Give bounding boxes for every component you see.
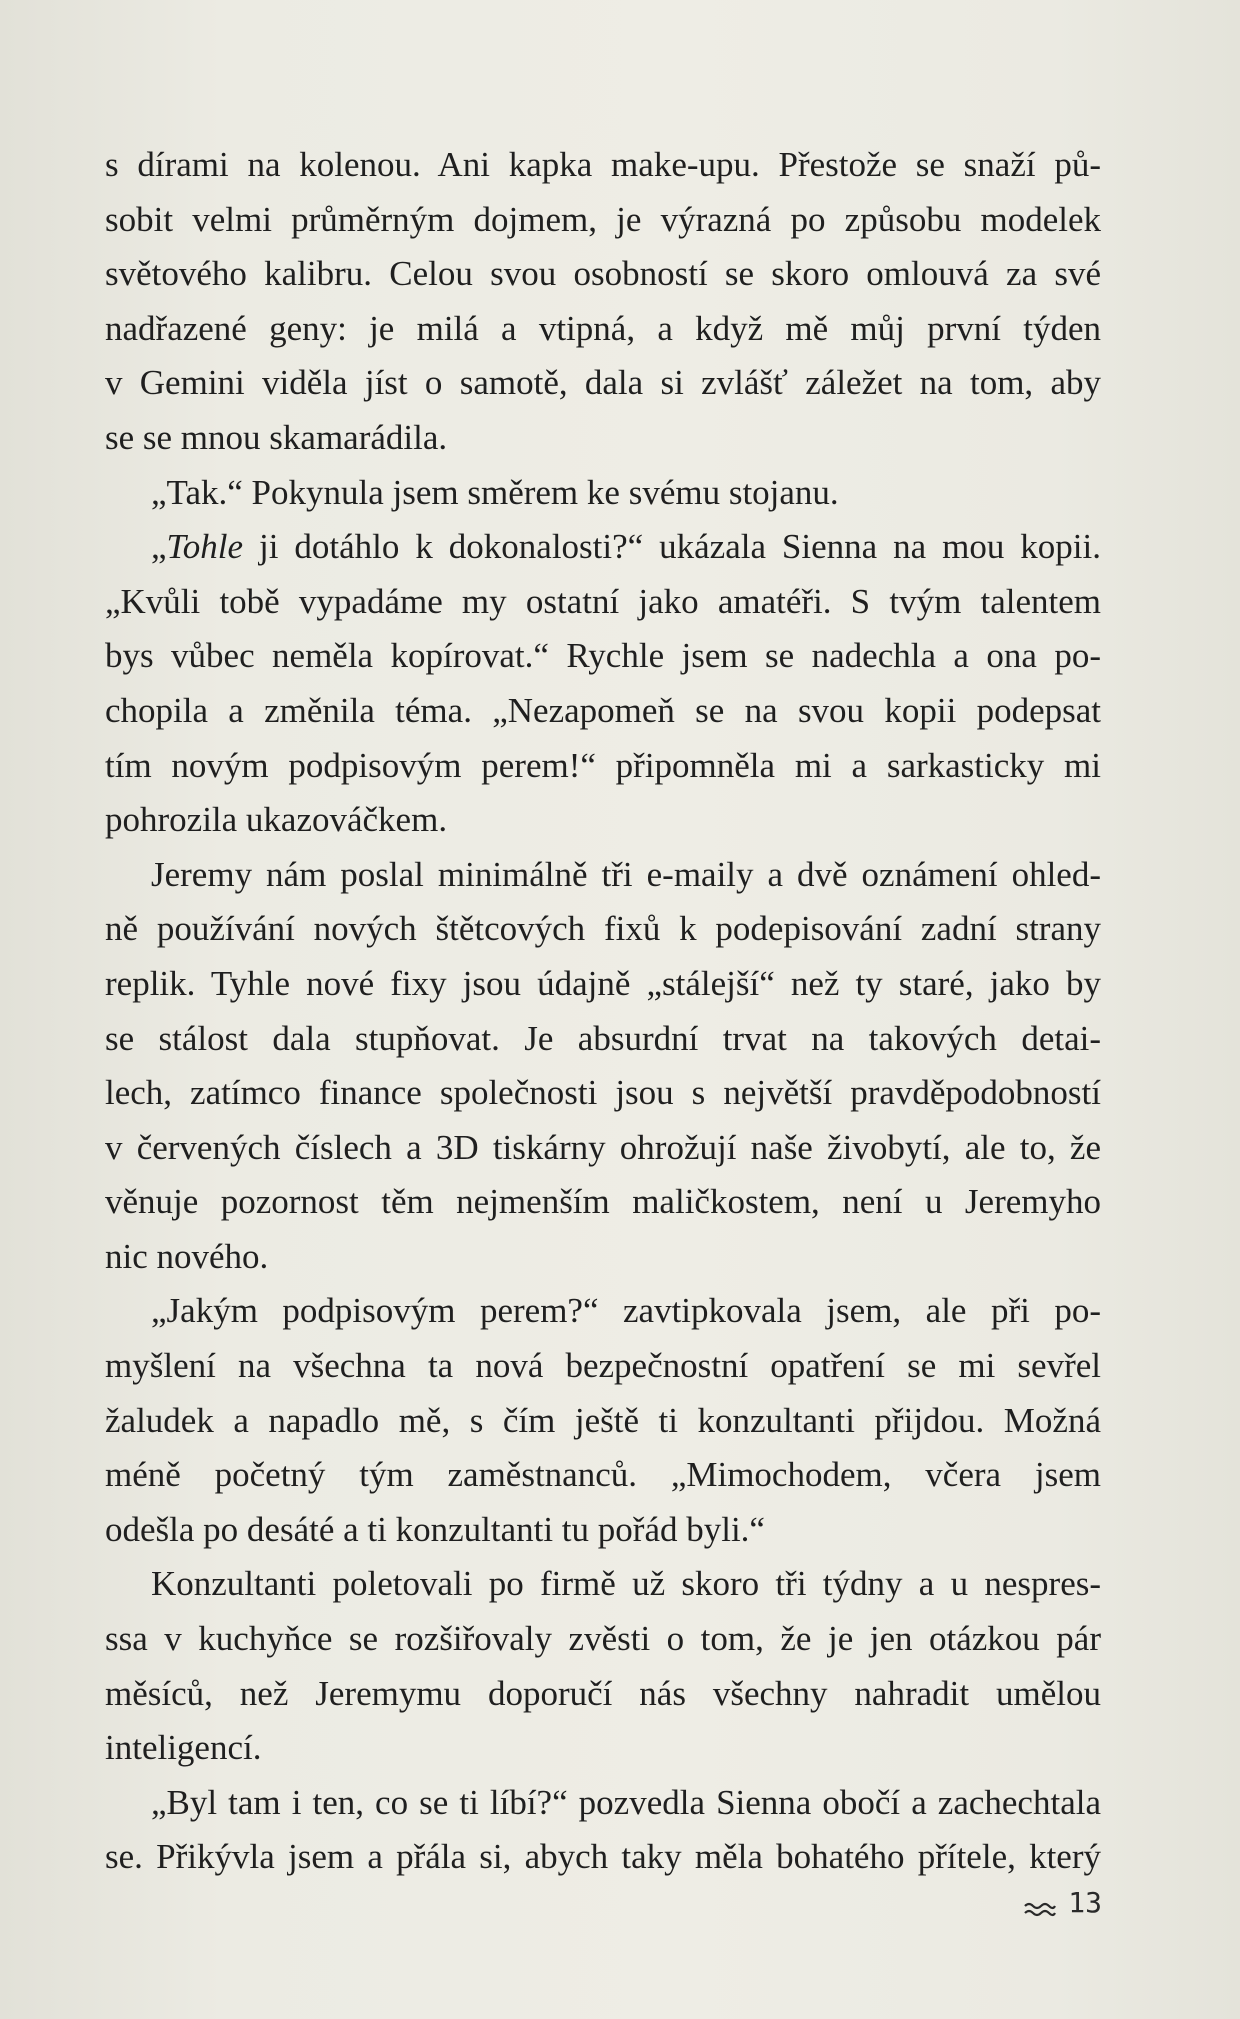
paragraph <box>105 1284 1101 1557</box>
page-number: 13 <box>1068 1886 1102 1919</box>
text-line: s dírami na kolenou. Ani kapka make-upu. Přestože se snaží pů- <box>105 145 1101 184</box>
text-line: „Byl tam i ten, co se ti líbí?“ pozvedla Sienna obočí a zachechtala <box>151 1782 1101 1822</box>
paragraph <box>105 520 1101 848</box>
text-line: bys vůbec neměla kopírovat.“ Rychle jsem se nadechla a ona po- <box>105 636 1101 676</box>
text-line: „Jakým podpisovým perem?“ zavtipkovala jsem, ale při po- <box>151 1291 1101 1331</box>
waves-icon <box>1024 1893 1056 1913</box>
text-line: méně početný tým zaměstnanců. „Mimochodem, včera jsem <box>105 1455 1101 1495</box>
text-line: sobit velmi průměrným dojmem, je výrazná po způsobu modelek <box>105 199 1101 239</box>
text-line: myšlení na všechna ta nová bezpečnostní opatření se mi sevřel <box>105 1346 1101 1386</box>
text-line: Jeremy nám poslal minimálně tři e-maily a dvě oznámení ohled- <box>151 854 1101 894</box>
paragraph <box>105 1776 1101 1885</box>
text-line: pohrozila ukazováčkem. <box>105 800 448 840</box>
text-line: žaludek a napadlo mě, s čím ještě ti konzultanti přijdou. Možná <box>105 1400 1101 1440</box>
text-line: věnuje pozornost těm nejmenším maličkostem, není u Jeremyho <box>105 1182 1101 1222</box>
text-line: se stálost dala stupňovat. Je absurdní trvat na takových detai- <box>105 1018 1101 1058</box>
paragraph <box>105 138 1101 466</box>
text-line: chopila a změnila téma. „Nezapomeň se na svou kopii podepsat <box>105 690 1101 730</box>
text-line: „Tak.“ Pokynula jsem směrem ke svému stojanu. <box>151 472 839 512</box>
text-line: světového kalibru. Celou svou osobností se skoro omlouvá za své <box>105 254 1101 294</box>
text-line: odešla po desáté a ti konzultanti tu pořád byli.“ <box>105 1509 765 1549</box>
text-line: v červených číslech a 3D tiskárny ohrožují naše živobytí, ale to, že <box>105 1127 1101 1167</box>
text-line: nadřazené geny: je milá a vtipná, a když mě můj první týden <box>105 308 1101 348</box>
text-line: měsíců, než Jeremymu doporučí nás všechny nahradit umělou <box>105 1673 1101 1713</box>
paragraph <box>105 466 1101 521</box>
text-line: „Kvůli tobě vypadáme my ostatní jako amatéři. S tvým talentem <box>105 581 1101 621</box>
text-line: ně používání nových štětcových fixů k podepisování zadní strany <box>105 909 1101 949</box>
text-line: „Tohle ji dotáhlo k dokonalosti?“ ukázala Sienna na mou kopii. <box>151 527 1101 567</box>
paragraph <box>105 1557 1101 1775</box>
text-line: inteligencí. <box>105 1728 262 1768</box>
text-line: se se mnou skamarádila. <box>105 417 448 457</box>
paragraph <box>105 848 1101 1285</box>
body-text <box>105 138 1101 1885</box>
text-line: v Gemini viděla jíst o samotě, dala si zvlášť záležet na tom, aby <box>105 363 1101 403</box>
text-line: replik. Tyhle nové fixy jsou údajně „stálejší“ než ty staré, jako by <box>105 963 1101 1003</box>
emphasized-word: Tohle <box>166 527 244 567</box>
text-line: ssa v kuchyňce se rozšiřovaly zvěsti o tom, že je jen otázkou pár <box>105 1619 1101 1659</box>
page-footer <box>1024 1886 1102 1919</box>
text-line: lech, zatímco finance společnosti jsou s největší pravděpodobností <box>105 1073 1101 1113</box>
text-line: se. Přikývla jsem a přála si, abych taky měla bohatého přítele, který <box>105 1837 1101 1877</box>
text-line: tím novým podpisovým perem!“ připomněla mi a sarkasticky mi <box>105 745 1101 785</box>
text-line: nic nového. <box>105 1236 269 1276</box>
text-line: Konzultanti poletovali po firmě už skoro tři týdny a u nespres- <box>151 1564 1101 1604</box>
